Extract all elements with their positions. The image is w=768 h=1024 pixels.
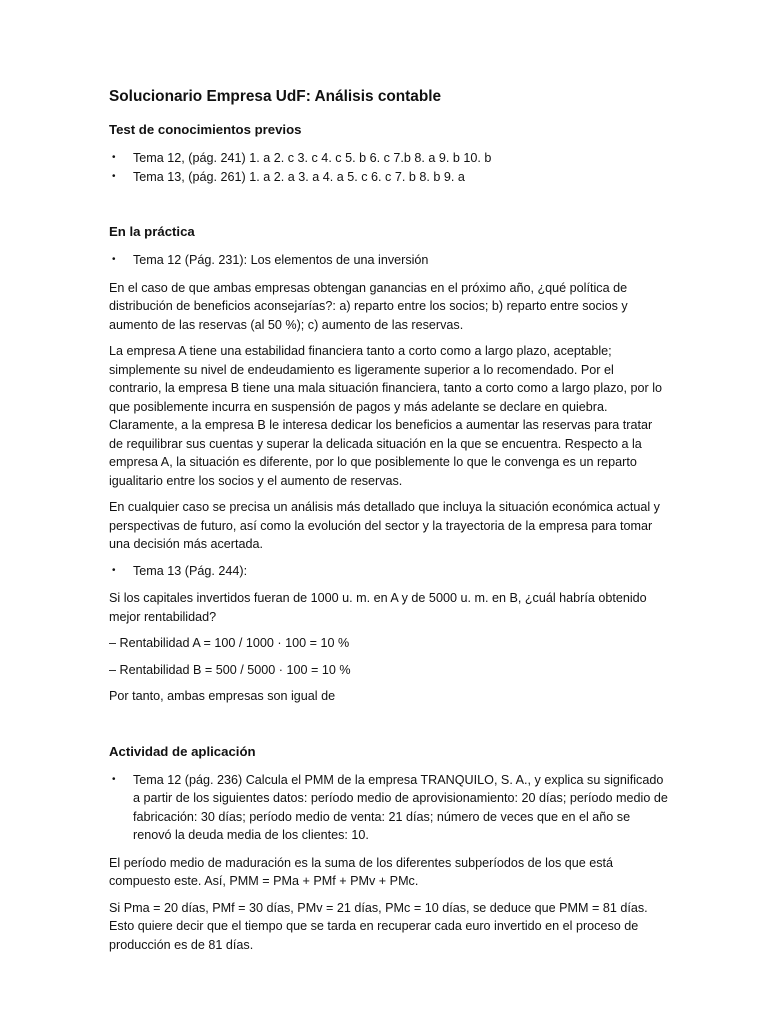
list-item-text: Tema 13, (pág. 261) 1. a 2. a 3. a 4. a 5. c 6. c 7. b 8. b 9. a: [133, 169, 465, 184]
list-item-text: Tema 13 (Pág. 244):: [133, 563, 248, 578]
bullet-icon: •: [112, 254, 116, 265]
bullet-icon: •: [112, 773, 116, 785]
rentability-conclusion-line: Por tanto, ambas empresas son igual de: [109, 689, 336, 703]
rentability-question-paragraph: Si los capitales invertidos fueran de 1000 u. m. en A y de 5000 u. m. en B, ¿cuál habría obtenido mejor rentabilidad?: [109, 591, 647, 624]
test-answer-list: [109, 149, 668, 186]
bullet-icon: •: [112, 152, 116, 163]
list-item: [109, 251, 668, 270]
rentability-b-line: – Rentabilidad B = 500 / 5000 · 100 = 10 %: [109, 662, 351, 677]
document-title: Solucionario Empresa UdF: Análisis contable: [109, 88, 442, 105]
section-heading-practice: En la práctica: [109, 224, 195, 239]
list-item: [109, 771, 668, 845]
list-item: [109, 562, 668, 581]
practice-answer-paragraph: La empresa A tiene una estabilidad financiera tanto a corto como a largo plazo, aceptable; simplemente su nivel de endeudamiento es ligeramente superior a lo recomendado. Por el contrario, la empresa B tiene una mala situación financiera, tanto a corto como a largo plazo, por lo que posiblemente incurra en suspensión de pagos y más adelante se declare en quiebra. Claramente, a la empresa B le interesa dedicar los beneficios a aumentar las reservas para tratar de requilibrar sus cuentas y superar la delicada situación en la que se encuentra. Respecto a la empresa A, la situación es diferente, por lo que posiblemente lo que le convenga es un reparto igualitario entre los socios y el aumento de reservas.: [109, 344, 663, 488]
section-heading-test: Test de conocimientos previos: [109, 122, 302, 137]
list-item-text: Tema 12 (Pág. 231): Los elementos de una inversión: [133, 253, 429, 267]
section-heading-activity: Actividad de aplicación: [109, 743, 256, 759]
practice-topic-list: [109, 251, 668, 270]
bullet-icon: •: [112, 564, 116, 576]
pmm-definition-paragraph: El período medio de maduración es la suma de los diferentes subperíodos de los que está compuesto este. Así, PMM = PMa + PMf + PMv + PMc.: [109, 855, 614, 888]
rentability-a-line: – Rentabilidad A = 100 / 1000 · 100 = 10 %: [109, 636, 350, 650]
list-item: [109, 168, 668, 187]
practice-conclusion-paragraph: En cualquier caso se precisa un análisis más detallado que incluya la situación económica actual y perspectivas de futuro, así como la evolución del sector y la trayectoria de la empresa para tomar una decisión más acertada.: [109, 500, 660, 551]
bullet-icon: •: [112, 170, 116, 182]
list-item: [109, 149, 668, 168]
practice-topic-list-2: [109, 562, 668, 581]
activity-topic-list: [109, 771, 668, 845]
list-item-text: Tema 12 (pág. 236) Calcula el PMM de la empresa TRANQUILO, S. A., y explica su significado a partir de los siguientes datos: período medio de aprovisionamiento: 20 días; período medio de fabricación: 30 días; período medio de venta: 21 días; número de veces que en el año se renovó la deuda media de los clientes: 10.: [133, 772, 668, 842]
list-item-text: Tema 12, (pág. 241) 1. a 2. c 3. c 4. c 5. b 6. c 7.b 8. a 9. b 10. b: [133, 151, 492, 165]
practice-question-paragraph: En el caso de que ambas empresas obtengan ganancias en el próximo año, ¿qué política de distribución de beneficios aconsejarías?: a) reparto entre los socios; b) reparto entre socios y aumento de las reservas (al 50 %); c) aumento de las reservas.: [109, 280, 628, 332]
pmm-result-paragraph: Si Pma = 20 días, PMf = 30 días, PMv = 21 días, PMc = 10 días, se deduce que PMM = 81 días. Esto quiere decir que el tiempo que se tarda en recuperar cada euro invertido en el proceso de producción es de 81 días.: [109, 900, 648, 952]
